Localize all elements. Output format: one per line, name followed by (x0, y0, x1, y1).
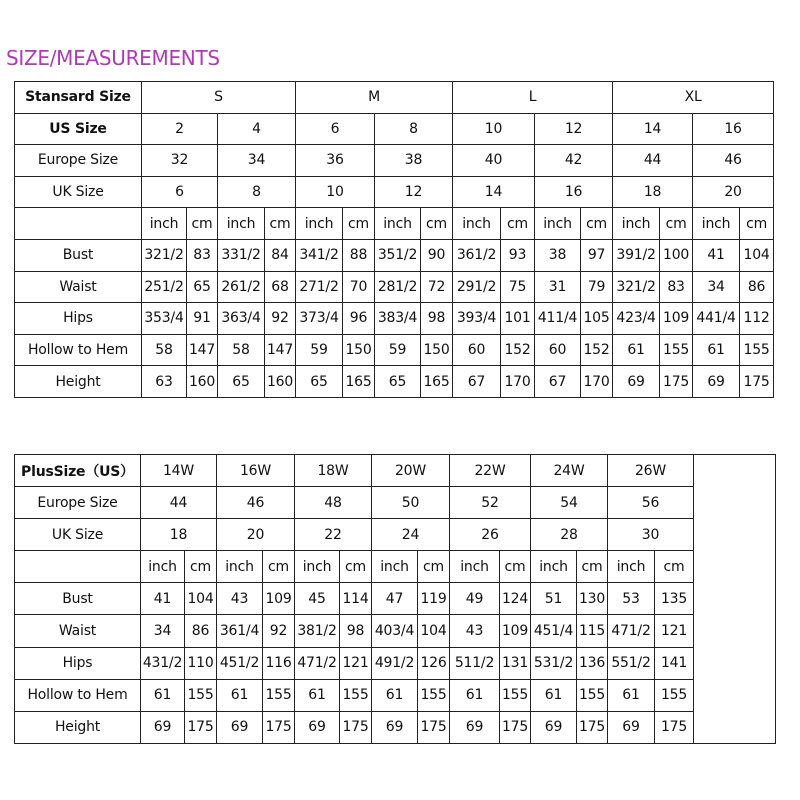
page-title: SIZE/MEASUREMENTS (6, 46, 220, 70)
value-cell: 551/2 (608, 647, 655, 679)
uk-size-cell: 12 (375, 176, 453, 208)
value-cell: 403/4 (372, 615, 418, 647)
value-cell: 175 (660, 366, 693, 398)
value-cell: 373/4 (296, 303, 343, 335)
value-cell: 65 (296, 366, 343, 398)
value-cell: 170 (501, 366, 535, 398)
value-cell: 110 (185, 647, 217, 679)
value-cell: 361/2 (453, 239, 501, 271)
unit-inch: inch (531, 551, 577, 583)
unit-inch: inch (375, 208, 421, 240)
value-cell: 83 (187, 239, 218, 271)
size-header-row (15, 82, 774, 114)
unit-inch: inch (613, 208, 660, 240)
uk-size-cell: 14 (453, 176, 535, 208)
europe-size-cell: 44 (613, 145, 693, 177)
unit-inch: inch (608, 551, 655, 583)
unit-inch: inch (296, 208, 343, 240)
plus-size-cell: 26W (608, 455, 694, 487)
value-cell: 136 (577, 647, 608, 679)
value-cell: 61 (372, 679, 418, 711)
value-cell: 79 (581, 271, 613, 303)
value-cell: 68 (265, 271, 296, 303)
value-cell: 100 (660, 239, 693, 271)
value-cell: 331/2 (218, 239, 265, 271)
value-cell: 152 (501, 334, 535, 366)
uk-size-cell: 16 (535, 176, 613, 208)
uk-size-cell: 20 (693, 176, 774, 208)
value-cell: 104 (740, 239, 774, 271)
value-cell: 155 (660, 334, 693, 366)
measurement-label: Bust (15, 239, 142, 271)
plus-size-label: PlusSize（US） (15, 455, 141, 487)
value-cell: 98 (340, 615, 372, 647)
value-cell: 53 (608, 583, 655, 615)
uk-size-label: UK Size (15, 176, 142, 208)
value-cell: 61 (613, 334, 660, 366)
value-cell: 155 (418, 679, 450, 711)
unit-cm: cm (340, 551, 372, 583)
size-letter-cell: M (296, 82, 453, 114)
unit-cm: cm (263, 551, 295, 583)
value-cell: 45 (295, 583, 340, 615)
value-cell: 391/2 (613, 239, 660, 271)
value-cell: 61 (693, 334, 740, 366)
unit-cm: cm (577, 551, 608, 583)
uk-size-cell: 20 (217, 519, 295, 551)
us-size-row (15, 113, 774, 145)
us-size-cell: 8 (375, 113, 453, 145)
unit-inch: inch (295, 551, 340, 583)
uk-size-cell: 24 (372, 519, 450, 551)
measurement-label: Height (15, 711, 141, 743)
unit-cm: cm (660, 208, 693, 240)
measurement-row (15, 271, 774, 303)
value-cell: 291/2 (453, 271, 501, 303)
europe-size-cell: 48 (295, 487, 372, 519)
value-cell: 155 (263, 679, 295, 711)
us-size-cell: 2 (142, 113, 218, 145)
value-cell: 69 (141, 711, 185, 743)
value-cell: 63 (142, 366, 187, 398)
value-cell: 321/2 (142, 239, 187, 271)
plus-size-cell: 14W (141, 455, 217, 487)
uk-size-cell: 30 (608, 519, 694, 551)
value-cell: 431/2 (141, 647, 185, 679)
europe-size-label: Europe Size (15, 145, 142, 177)
europe-size-row (15, 487, 776, 519)
value-cell: 47 (372, 583, 418, 615)
value-cell: 72 (421, 271, 453, 303)
value-cell: 175 (263, 711, 295, 743)
uk-size-row (15, 176, 774, 208)
measurement-row (15, 303, 774, 335)
measurement-label: Bust (15, 583, 141, 615)
value-cell: 126 (418, 647, 450, 679)
value-cell: 393/4 (453, 303, 501, 335)
value-cell: 86 (740, 271, 774, 303)
measurement-label: Waist (15, 615, 141, 647)
unit-inch: inch (141, 551, 185, 583)
unit-inch: inch (372, 551, 418, 583)
europe-size-cell: 40 (453, 145, 535, 177)
value-cell: 451/4 (531, 615, 577, 647)
empty-column (694, 455, 776, 744)
value-cell: 51 (531, 583, 577, 615)
value-cell: 119 (418, 583, 450, 615)
us-size-cell: 6 (296, 113, 375, 145)
unit-cm: cm (501, 208, 535, 240)
measurement-label: Hollow to Hem (15, 334, 142, 366)
value-cell: 61 (295, 679, 340, 711)
value-cell: 69 (531, 711, 577, 743)
value-cell: 69 (217, 711, 263, 743)
value-cell: 109 (500, 615, 531, 647)
measurement-label: Hips (15, 303, 142, 335)
value-cell: 471/2 (295, 647, 340, 679)
value-cell: 175 (418, 711, 450, 743)
unit-row-blank (15, 551, 141, 583)
value-cell: 61 (141, 679, 185, 711)
value-cell: 67 (453, 366, 501, 398)
uk-size-cell: 10 (296, 176, 375, 208)
value-cell: 43 (450, 615, 500, 647)
value-cell: 61 (217, 679, 263, 711)
value-cell: 135 (655, 583, 694, 615)
value-cell: 160 (187, 366, 218, 398)
value-cell: 321/2 (613, 271, 660, 303)
unit-row (15, 551, 776, 583)
unit-inch: inch (453, 208, 501, 240)
value-cell: 69 (693, 366, 740, 398)
measurement-label: Hips (15, 647, 141, 679)
value-cell: 411/4 (535, 303, 581, 335)
value-cell: 353/4 (142, 303, 187, 335)
europe-size-cell: 44 (141, 487, 217, 519)
value-cell: 175 (500, 711, 531, 743)
europe-size-cell: 34 (218, 145, 296, 177)
measurement-row (15, 334, 774, 366)
value-cell: 34 (693, 271, 740, 303)
value-cell: 261/2 (218, 271, 265, 303)
uk-size-cell: 18 (613, 176, 693, 208)
size-letter-cell: L (453, 82, 613, 114)
value-cell: 59 (296, 334, 343, 366)
value-cell: 175 (577, 711, 608, 743)
plus-size-cell: 18W (295, 455, 372, 487)
unit-cm: cm (421, 208, 453, 240)
unit-inch: inch (218, 208, 265, 240)
value-cell: 70 (343, 271, 375, 303)
uk-size-cell: 8 (218, 176, 296, 208)
unit-inch: inch (217, 551, 263, 583)
unit-cm: cm (655, 551, 694, 583)
value-cell: 112 (740, 303, 774, 335)
value-cell: 84 (265, 239, 296, 271)
value-cell: 41 (141, 583, 185, 615)
value-cell: 165 (421, 366, 453, 398)
value-cell: 155 (740, 334, 774, 366)
us-size-cell: 16 (693, 113, 774, 145)
plus-size-header-row (15, 455, 776, 487)
europe-size-cell: 36 (296, 145, 375, 177)
value-cell: 351/2 (375, 239, 421, 271)
value-cell: 49 (450, 583, 500, 615)
plus-size-table (14, 454, 776, 744)
unit-cm: cm (187, 208, 218, 240)
us-size-cell: 14 (613, 113, 693, 145)
unit-row-blank (15, 208, 142, 240)
value-cell: 60 (535, 334, 581, 366)
value-cell: 251/2 (142, 271, 187, 303)
measurement-label: Hollow to Hem (15, 679, 141, 711)
value-cell: 150 (421, 334, 453, 366)
value-cell: 98 (421, 303, 453, 335)
value-cell: 147 (187, 334, 218, 366)
europe-size-cell: 42 (535, 145, 613, 177)
value-cell: 65 (187, 271, 218, 303)
us-size-cell: 10 (453, 113, 535, 145)
value-cell: 60 (453, 334, 501, 366)
value-cell: 105 (581, 303, 613, 335)
europe-size-cell: 56 (608, 487, 694, 519)
europe-size-cell: 38 (375, 145, 453, 177)
value-cell: 38 (535, 239, 581, 271)
value-cell: 363/4 (218, 303, 265, 335)
plus-size-cell: 24W (531, 455, 608, 487)
value-cell: 58 (142, 334, 187, 366)
unit-row (15, 208, 774, 240)
value-cell: 104 (418, 615, 450, 647)
value-cell: 59 (375, 334, 421, 366)
uk-size-cell: 22 (295, 519, 372, 551)
value-cell: 361/4 (217, 615, 263, 647)
uk-size-cell: 26 (450, 519, 531, 551)
measurement-row (15, 615, 776, 647)
value-cell: 281/2 (375, 271, 421, 303)
value-cell: 91 (187, 303, 218, 335)
europe-size-cell: 52 (450, 487, 531, 519)
value-cell: 175 (185, 711, 217, 743)
unit-cm: cm (265, 208, 296, 240)
value-cell: 90 (421, 239, 453, 271)
value-cell: 109 (263, 583, 295, 615)
value-cell: 121 (655, 615, 694, 647)
value-cell: 83 (660, 271, 693, 303)
value-cell: 92 (265, 303, 296, 335)
value-cell: 165 (343, 366, 375, 398)
measurement-row (15, 239, 774, 271)
value-cell: 65 (375, 366, 421, 398)
europe-size-cell: 54 (531, 487, 608, 519)
value-cell: 31 (535, 271, 581, 303)
size-letter-cell: S (142, 82, 296, 114)
value-cell: 160 (265, 366, 296, 398)
value-cell: 271/2 (296, 271, 343, 303)
unit-inch: inch (450, 551, 500, 583)
value-cell: 69 (450, 711, 500, 743)
value-cell: 124 (500, 583, 531, 615)
uk-size-cell: 6 (142, 176, 218, 208)
value-cell: 491/2 (372, 647, 418, 679)
value-cell: 423/4 (613, 303, 660, 335)
us-size-label: US Size (15, 113, 142, 145)
value-cell: 511/2 (450, 647, 500, 679)
uk-size-cell: 28 (531, 519, 608, 551)
uk-size-label: UK Size (15, 519, 141, 551)
value-cell: 150 (343, 334, 375, 366)
unit-inch: inch (693, 208, 740, 240)
unit-cm: cm (185, 551, 217, 583)
unit-inch: inch (142, 208, 187, 240)
value-cell: 130 (577, 583, 608, 615)
value-cell: 147 (265, 334, 296, 366)
value-cell: 170 (581, 366, 613, 398)
europe-size-label: Europe Size (15, 487, 141, 519)
measurement-row (15, 679, 776, 711)
value-cell: 383/4 (375, 303, 421, 335)
value-cell: 43 (217, 583, 263, 615)
value-cell: 61 (608, 679, 655, 711)
plus-size-cell: 16W (217, 455, 295, 487)
unit-cm: cm (500, 551, 531, 583)
value-cell: 155 (500, 679, 531, 711)
value-cell: 451/2 (217, 647, 263, 679)
value-cell: 115 (577, 615, 608, 647)
value-cell: 69 (613, 366, 660, 398)
measurement-row (15, 366, 774, 398)
value-cell: 88 (343, 239, 375, 271)
value-cell: 121 (340, 647, 372, 679)
value-cell: 152 (581, 334, 613, 366)
value-cell: 175 (655, 711, 694, 743)
value-cell: 114 (340, 583, 372, 615)
value-cell: 155 (577, 679, 608, 711)
uk-size-cell: 18 (141, 519, 217, 551)
unit-cm: cm (581, 208, 613, 240)
europe-size-cell: 46 (693, 145, 774, 177)
value-cell: 131 (500, 647, 531, 679)
value-cell: 34 (141, 615, 185, 647)
measurement-row (15, 583, 776, 615)
measurement-row (15, 647, 776, 679)
value-cell: 67 (535, 366, 581, 398)
measurement-label: Height (15, 366, 142, 398)
value-cell: 155 (340, 679, 372, 711)
value-cell: 155 (185, 679, 217, 711)
value-cell: 104 (185, 583, 217, 615)
europe-size-row (15, 145, 774, 177)
unit-cm: cm (740, 208, 774, 240)
value-cell: 41 (693, 239, 740, 271)
europe-size-cell: 32 (142, 145, 218, 177)
standard-size-table (14, 81, 774, 398)
value-cell: 75 (501, 271, 535, 303)
value-cell: 175 (340, 711, 372, 743)
us-size-cell: 12 (535, 113, 613, 145)
value-cell: 97 (581, 239, 613, 271)
value-cell: 116 (263, 647, 295, 679)
plus-size-cell: 22W (450, 455, 531, 487)
value-cell: 341/2 (296, 239, 343, 271)
uk-size-row (15, 519, 776, 551)
value-cell: 61 (450, 679, 500, 711)
value-cell: 155 (655, 679, 694, 711)
size-letter-cell: XL (613, 82, 774, 114)
value-cell: 86 (185, 615, 217, 647)
value-cell: 109 (660, 303, 693, 335)
value-cell: 69 (608, 711, 655, 743)
value-cell: 69 (295, 711, 340, 743)
us-size-cell: 4 (218, 113, 296, 145)
standard-size-label: Stansard Size (15, 82, 142, 114)
value-cell: 381/2 (295, 615, 340, 647)
value-cell: 96 (343, 303, 375, 335)
plus-size-cell: 20W (372, 455, 450, 487)
europe-size-cell: 46 (217, 487, 295, 519)
value-cell: 93 (501, 239, 535, 271)
unit-inch: inch (535, 208, 581, 240)
value-cell: 69 (372, 711, 418, 743)
value-cell: 58 (218, 334, 265, 366)
unit-cm: cm (343, 208, 375, 240)
value-cell: 441/4 (693, 303, 740, 335)
measurement-label: Waist (15, 271, 142, 303)
value-cell: 141 (655, 647, 694, 679)
value-cell: 61 (531, 679, 577, 711)
measurement-row (15, 711, 776, 743)
value-cell: 101 (501, 303, 535, 335)
value-cell: 531/2 (531, 647, 577, 679)
value-cell: 175 (740, 366, 774, 398)
unit-cm: cm (418, 551, 450, 583)
europe-size-cell: 50 (372, 487, 450, 519)
value-cell: 92 (263, 615, 295, 647)
value-cell: 471/2 (608, 615, 655, 647)
value-cell: 65 (218, 366, 265, 398)
